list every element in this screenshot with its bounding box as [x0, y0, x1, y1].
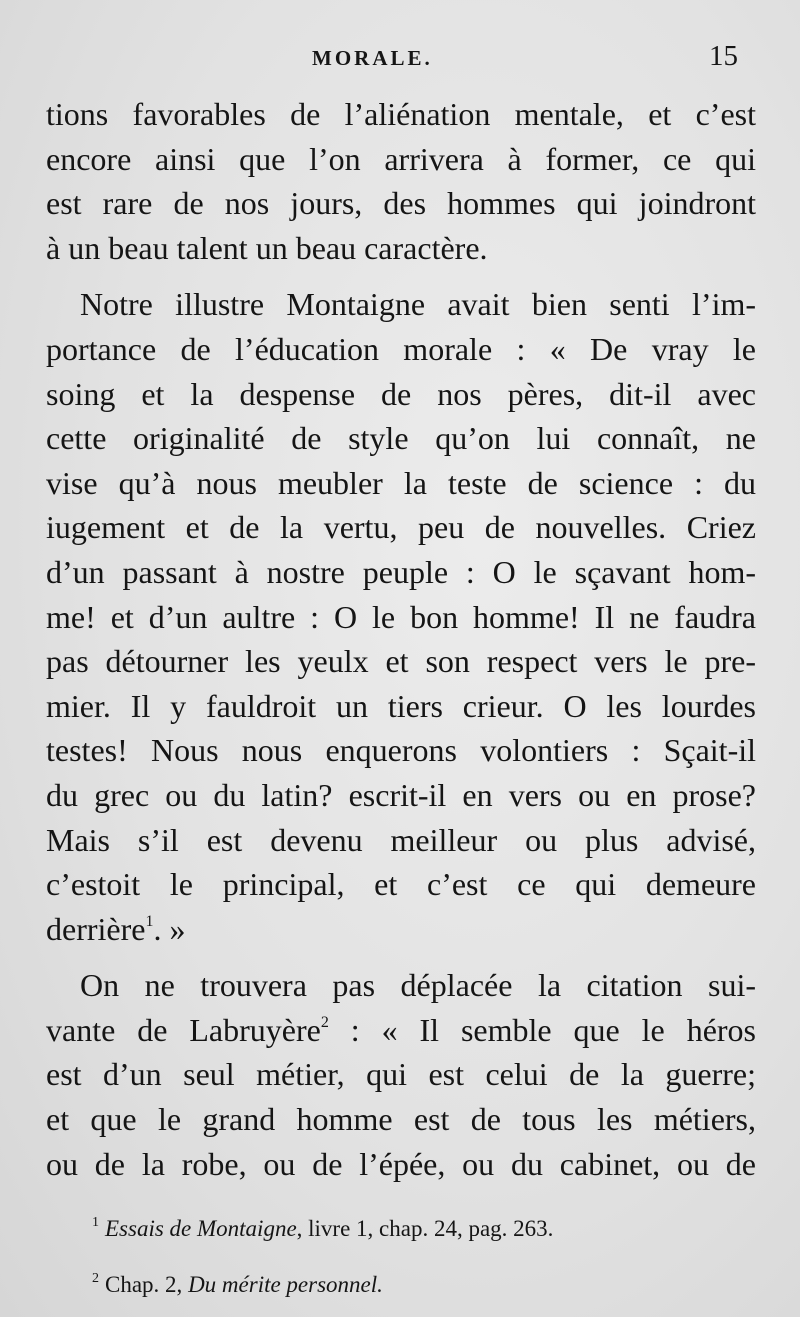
running-head: [0, 40, 800, 76]
text-line: portance de l’éducation morale : « De vray le: [46, 330, 756, 367]
footnote-title: Du mérite personnel.: [188, 1272, 383, 1297]
text-line: cette originalité de style qu’on lui connaît, ne: [46, 420, 756, 457]
text-line: à un beau talent un beau caractère.: [46, 229, 488, 266]
paragraph-1: [46, 92, 756, 270]
footnotes: [92, 1198, 732, 1310]
text-line: testes! Nous nous enquerons volontiers : Sçait-il: [46, 732, 756, 769]
text-line: c’estoit le principal, et c’est ce qui demeure: [46, 866, 756, 903]
footnote-2: [92, 1254, 732, 1310]
page-number: 15: [709, 40, 738, 72]
text-line: d’un passant à nostre peuple : O le sçavant hom-: [46, 553, 756, 590]
text-line: est d’un seul métier, qui est celui de la guerre;: [46, 1056, 756, 1093]
text-line: et que le grand homme est de tous les métiers,: [46, 1101, 756, 1138]
footnote-mark: 1: [92, 1215, 99, 1230]
text-line: Notre illustre Montaigne avait bien senti l’im-: [80, 286, 756, 323]
paragraph-3: [46, 963, 756, 1186]
text-fragment: . »: [153, 910, 186, 947]
text-line: On ne trouvera pas déplacée la citation sui-: [80, 967, 756, 1004]
footnote-1: [92, 1198, 732, 1254]
text-fragment: vante de Labruyère: [46, 1011, 321, 1048]
body-text: [46, 92, 756, 1186]
text-line: encore ainsi que l’on arrivera à former, ce qui: [46, 140, 756, 177]
text-fragment: : « Il semble que le héros: [328, 1011, 757, 1048]
text-line: est rare de nos jours, des hommes qui joindront: [46, 185, 756, 222]
text-line: mier. Il y fauldroit un tiers crieur. O les lourdes: [46, 687, 756, 724]
footnote-title: Essais de Montaigne: [105, 1216, 297, 1241]
footnote-mark: 2: [92, 1271, 99, 1286]
text-line: soing et la despense de nos pères, dit-il avec: [46, 375, 756, 412]
text-line: vise qu’à nous meubler la teste de science : du: [46, 464, 756, 501]
text-line: Mais s’il est devenu meilleur ou plus advisé,: [46, 821, 756, 858]
text-line: [46, 907, 756, 952]
footnote-ref-1: 1: [145, 912, 154, 930]
text-line: iugement et de la vertu, peu de nouvelles. Criez: [46, 509, 756, 546]
text-line: ou de la robe, ou de l’épée, ou du cabinet, ou de: [46, 1145, 756, 1182]
paragraph-2: [46, 282, 756, 951]
running-title: MORALE.: [312, 46, 433, 70]
text-line: [46, 1008, 756, 1053]
text-fragment: derrière: [46, 910, 146, 947]
text-line: me! et d’un aultre : O le bon homme! Il ne faudra: [46, 598, 756, 635]
footnote-text: Chap. 2,: [105, 1272, 189, 1297]
text-line: tions favorables de l’aliénation mentale, et c’est: [46, 96, 756, 132]
text-line: pas détourner les yeulx et son respect vers le pre-: [46, 643, 756, 680]
footnote-ref-2: 2: [320, 1013, 329, 1031]
footnote-text: , livre 1, chap. 24, pag. 263.: [296, 1216, 554, 1241]
text-line: du grec ou du latin? escrit-il en vers ou en prose?: [46, 776, 756, 813]
